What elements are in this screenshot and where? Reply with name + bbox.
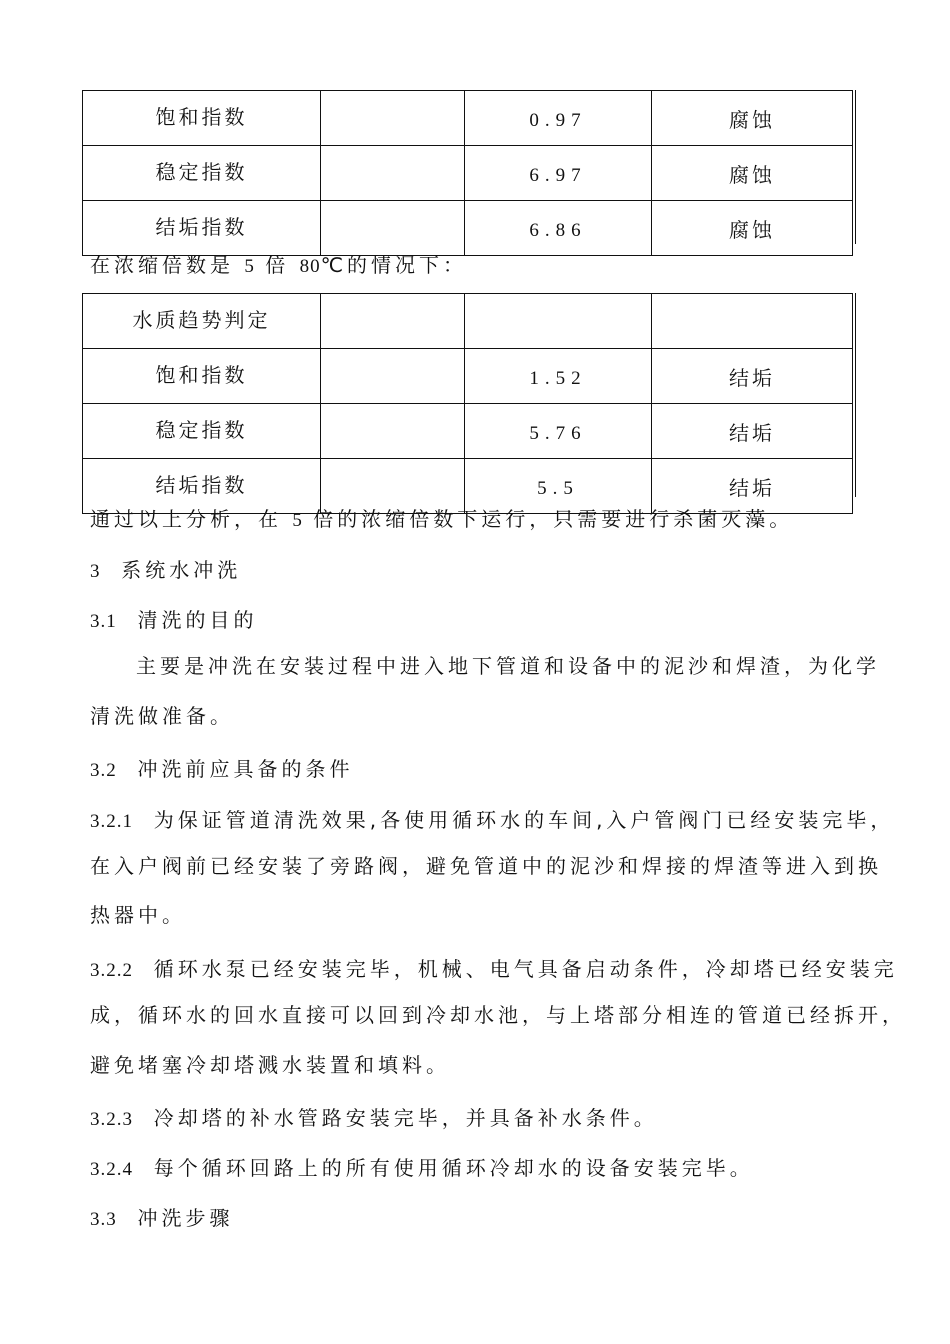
section-3-3-heading bbox=[90, 1206, 860, 1232]
section-title: 清洗的目的 bbox=[137, 608, 258, 632]
table-cell-label: 稳定指数 bbox=[83, 146, 321, 201]
table-row bbox=[83, 349, 853, 404]
table-cell-result: 腐蚀 bbox=[652, 201, 853, 256]
paragraph-text: 冷却塔的补水管路安装完毕，并具备补水条件。 bbox=[153, 1106, 658, 1130]
caption-number: 80 bbox=[299, 256, 321, 277]
table-cell-blank bbox=[465, 294, 652, 349]
table-header-row bbox=[83, 294, 853, 349]
section-number: 3.2.1 bbox=[90, 811, 133, 832]
table-cell-blank bbox=[321, 294, 465, 349]
table-row bbox=[83, 201, 853, 256]
table-2-caption bbox=[90, 253, 860, 279]
table-cell-blank bbox=[321, 91, 465, 146]
table-cell-value: 5.5 bbox=[465, 459, 652, 514]
table-cell-label: 饱和指数 bbox=[83, 91, 321, 146]
table-cell-value: 1.52 bbox=[465, 349, 652, 404]
table-cell-blank bbox=[321, 349, 465, 404]
section-3-2-1 bbox=[90, 808, 895, 834]
caption-number: 5 bbox=[244, 256, 255, 277]
paragraph-line: 清洗做准备。 bbox=[90, 704, 234, 728]
table-cell-value: 0.97 bbox=[465, 91, 652, 146]
section-3-1-heading bbox=[90, 608, 860, 634]
table-cell-label: 饱和指数 bbox=[83, 349, 321, 404]
table-cell-blank bbox=[321, 404, 465, 459]
index-table-2 bbox=[82, 293, 853, 514]
paragraph-line: 主要是冲洗在安装过程中进入地下管道和设备中的泥沙和焊渣，为化学 bbox=[136, 654, 880, 678]
index-table-1 bbox=[82, 90, 853, 256]
paragraph-number: 5 bbox=[292, 510, 303, 531]
table-cell-value: 6.97 bbox=[465, 146, 652, 201]
section-number: 3.2.2 bbox=[90, 960, 133, 981]
table-border-line bbox=[855, 90, 856, 244]
table-row bbox=[83, 146, 853, 201]
section-number: 3.2.3 bbox=[90, 1109, 133, 1130]
section-title: 冲洗步骤 bbox=[137, 1206, 234, 1230]
paragraph-line: 热器中。 bbox=[90, 903, 186, 927]
section-title: 冲洗前应具备的条件 bbox=[137, 757, 354, 781]
table-cell-blank bbox=[321, 459, 465, 514]
paragraph-line: 在入户阀前已经安装了旁路阀，避免管道中的泥沙和焊接的焊渣等进入到换 bbox=[90, 854, 882, 878]
paragraph-text: 通过以上分析，在 bbox=[90, 507, 282, 531]
table-cell-result: 结垢 bbox=[652, 459, 853, 514]
table-cell-label: 结垢指数 bbox=[83, 201, 321, 256]
table-cell-result: 结垢 bbox=[652, 404, 853, 459]
table-row bbox=[83, 91, 853, 146]
section-number: 3.3 bbox=[90, 1209, 117, 1230]
paragraph-text: 倍的浓缩倍数下运行，只需要进行杀菌灭藻。 bbox=[313, 507, 794, 531]
table-cell-label: 结垢指数 bbox=[83, 459, 321, 514]
section-3-heading bbox=[90, 558, 860, 584]
paragraph-line: 避免堵塞冷却塔溅水装置和填料。 bbox=[90, 1053, 450, 1077]
table-border-line bbox=[855, 293, 856, 497]
table-row bbox=[83, 459, 853, 514]
paragraph-text: 循环水泵已经安装完毕，机械、电气具备启动条件，冷却塔已经安装完 bbox=[153, 957, 898, 981]
section-3-2-3 bbox=[90, 1106, 860, 1132]
table-header-label: 水质趋势判定 bbox=[83, 294, 321, 349]
table-cell-blank bbox=[652, 294, 853, 349]
section-3-2-4 bbox=[90, 1156, 860, 1182]
table-cell-result: 腐蚀 bbox=[652, 146, 853, 201]
table-cell-result: 结垢 bbox=[652, 349, 853, 404]
table-cell-result: 腐蚀 bbox=[652, 91, 853, 146]
section-3-2-2 bbox=[90, 957, 898, 983]
table-cell-blank bbox=[321, 201, 465, 256]
table-cell-value: 6.86 bbox=[465, 201, 652, 256]
caption-text: ℃的情况下： bbox=[320, 253, 468, 277]
analysis-paragraph bbox=[90, 507, 860, 533]
section-3-2-heading bbox=[90, 757, 860, 783]
section-number: 3.2 bbox=[90, 760, 117, 781]
paragraph-text: 每个循环回路上的所有使用循环冷却水的设备安装完毕。 bbox=[153, 1156, 754, 1180]
paragraph-text: 为保证管道清洗效果,各使用循环水的车间,入户管阀门已经安装完毕， bbox=[153, 808, 895, 832]
caption-text: 在浓缩倍数是 bbox=[90, 253, 234, 277]
caption-text: 倍 bbox=[265, 253, 290, 277]
section-number: 3.2.4 bbox=[90, 1159, 133, 1180]
table-cell-blank bbox=[321, 146, 465, 201]
table-cell-label: 稳定指数 bbox=[83, 404, 321, 459]
section-number: 3.1 bbox=[90, 611, 117, 632]
section-number: 3 bbox=[90, 561, 101, 582]
table-row bbox=[83, 404, 853, 459]
paragraph-line: 成，循环水的回水直接可以回到冷却水池，与上塔部分相连的管道已经拆开， bbox=[90, 1003, 906, 1027]
table-cell-value: 5.76 bbox=[465, 404, 652, 459]
section-title: 系统水冲洗 bbox=[121, 558, 242, 582]
